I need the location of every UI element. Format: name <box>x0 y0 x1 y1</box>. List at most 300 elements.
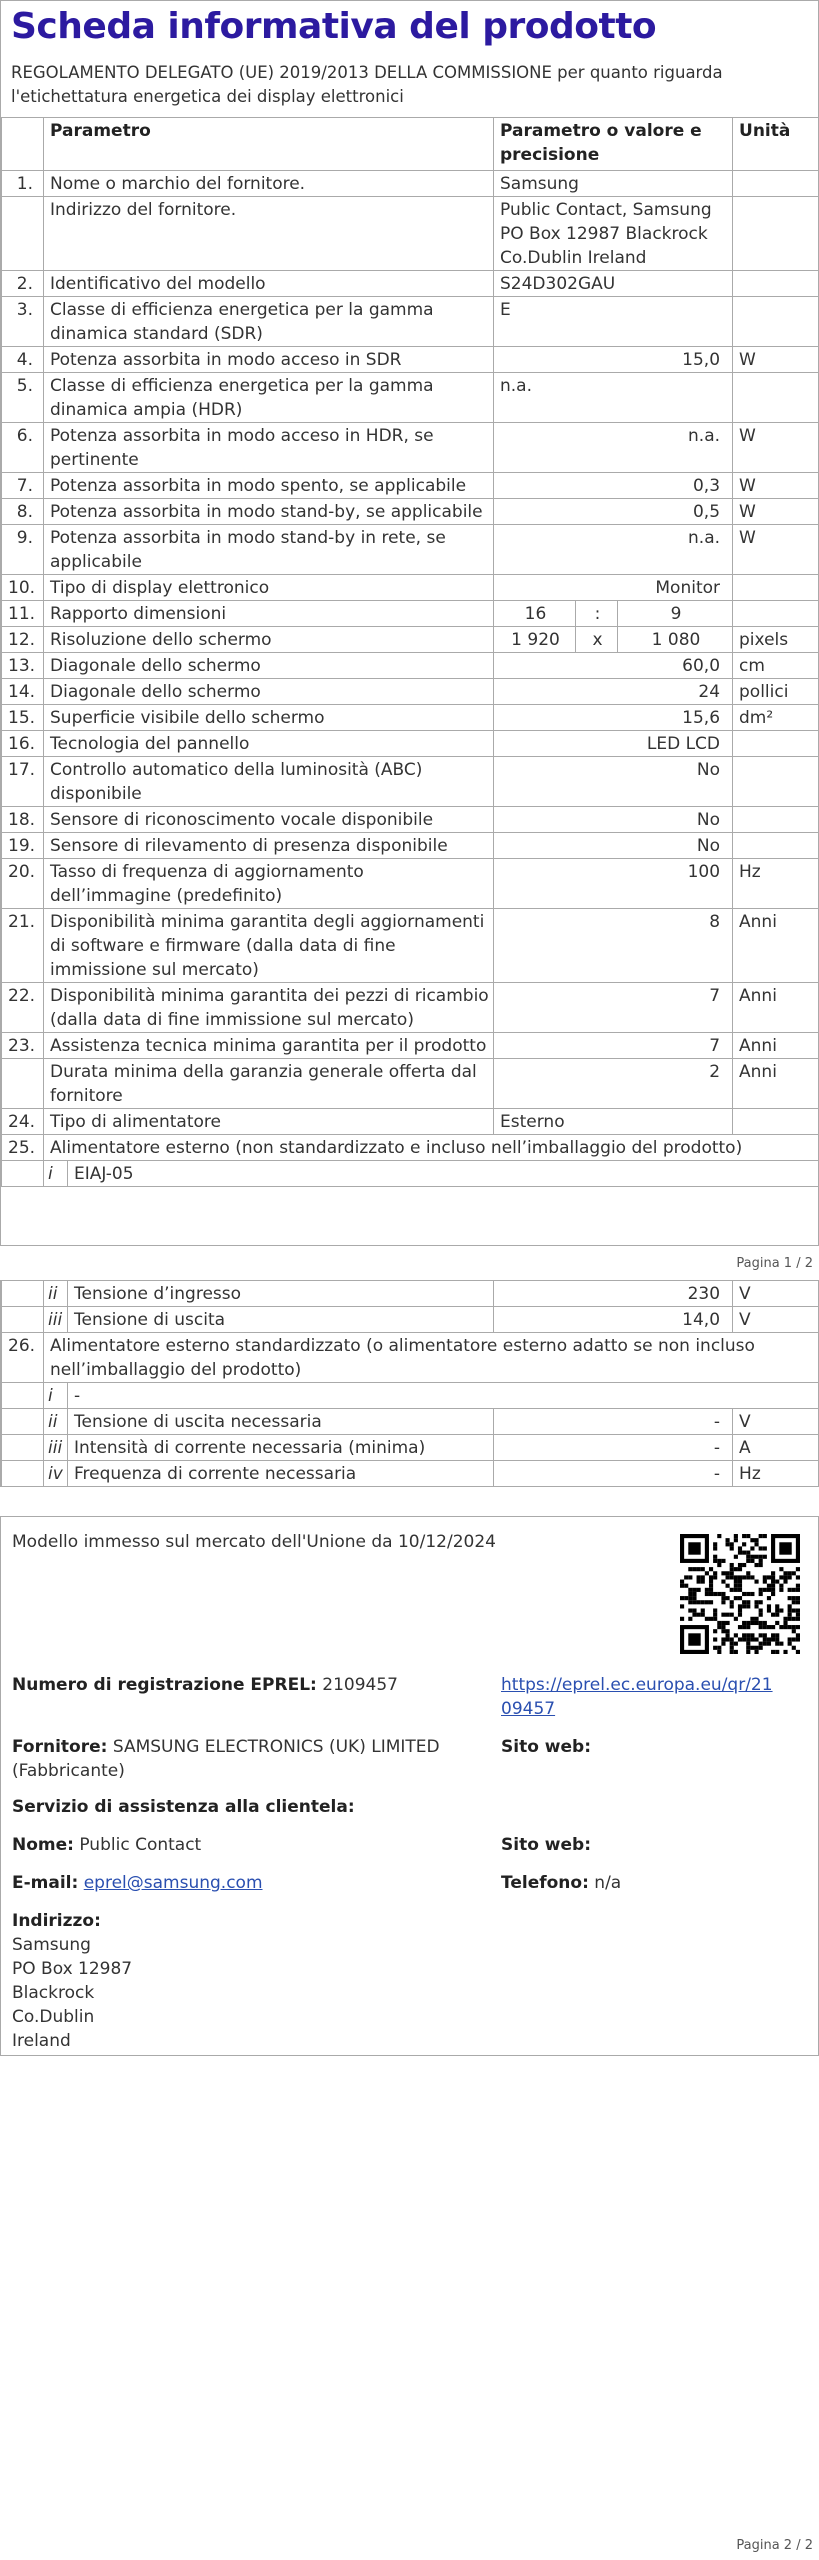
qr-module <box>771 1592 775 1596</box>
qr-module <box>759 1600 763 1604</box>
qr-module <box>788 1604 792 1608</box>
qr-module <box>767 1625 771 1629</box>
qr-module <box>746 1633 750 1637</box>
qr-module <box>730 1546 734 1550</box>
qr-module <box>750 1592 754 1596</box>
qr-module <box>775 1650 779 1654</box>
qr-module <box>730 1646 734 1650</box>
row-unit: Anni <box>733 1058 819 1108</box>
address-line: Co.Dublin <box>12 2007 95 2027</box>
table-row <box>2 1307 819 1333</box>
qr-module <box>754 1542 758 1546</box>
table-row <box>2 574 819 600</box>
qr-module <box>680 1584 684 1588</box>
qr-module <box>754 1637 758 1641</box>
qr-module <box>767 1642 771 1646</box>
sub-index: ii <box>44 1409 68 1434</box>
table-row <box>2 1160 819 1186</box>
table-row <box>2 730 819 756</box>
qr-module <box>746 1646 750 1650</box>
qr-module <box>742 1637 746 1641</box>
qr-module <box>697 1600 701 1604</box>
header-number <box>2 118 44 170</box>
qr-module <box>767 1575 771 1579</box>
row-unit <box>733 170 819 196</box>
eprel-value: 2109457 <box>322 1675 398 1695</box>
qr-module <box>796 1625 800 1629</box>
sub-row <box>44 1307 493 1332</box>
table-row <box>2 678 819 704</box>
row-value-part: 1 920 <box>494 626 576 652</box>
page-subtitle: REGOLAMENTO DELEGATO (UE) 2019/2013 DELLA COMMISSIONE per quanto riguarda l'etichettatura energetica dei display elettronici <box>11 63 723 106</box>
qr-module <box>750 1559 754 1563</box>
table-row <box>2 652 819 678</box>
qr-module <box>697 1613 701 1617</box>
qr-module <box>754 1604 758 1608</box>
page-title: Scheda informativa del prodotto <box>11 6 657 47</box>
row-value: 15,0 <box>494 346 733 372</box>
market-date-text: Modello immesso sul mercato dell'Unione da 10/12/2024 <box>12 1532 496 1552</box>
qr-module <box>688 1575 692 1579</box>
row-value: - <box>494 1435 733 1461</box>
qr-module <box>713 1546 717 1550</box>
table-row <box>2 1108 819 1134</box>
qr-module <box>709 1592 713 1596</box>
qr-module <box>688 1567 692 1571</box>
qr-module <box>759 1646 763 1650</box>
row-unit <box>733 574 819 600</box>
supplier-label: Fornitore: <box>12 1737 108 1757</box>
row-number: 8. <box>2 498 44 524</box>
qr-module <box>734 1588 738 1592</box>
qr-module <box>763 1575 767 1579</box>
row-number: 2. <box>2 270 44 296</box>
row-label: Intensità di corrente necessaria (minima) <box>74 1438 426 1458</box>
row-unit: Hz <box>733 1461 819 1487</box>
row-value: LED LCD <box>494 730 733 756</box>
row-value: 100 <box>494 858 733 908</box>
qr-module <box>721 1625 725 1629</box>
qr-module <box>779 1642 783 1646</box>
qr-module <box>767 1588 771 1592</box>
row-unit: Hz <box>733 858 819 908</box>
table-row <box>2 1383 819 1409</box>
row-label: Potenza assorbita in modo stand-by, se applicabile <box>44 498 494 524</box>
row-label: Tensione di uscita necessaria <box>74 1412 322 1432</box>
phone-value: n/a <box>594 1873 622 1893</box>
qr-module <box>738 1613 742 1617</box>
table-row <box>2 982 819 1032</box>
row-value-separator: : <box>576 600 618 626</box>
row-value: 24 <box>494 678 733 704</box>
row-number <box>2 1160 44 1186</box>
row-value: S24D302GAU <box>494 270 733 296</box>
qr-module <box>713 1542 717 1546</box>
qr-module <box>767 1637 771 1641</box>
row-unit <box>733 806 819 832</box>
row-number: 6. <box>2 422 44 472</box>
product-table <box>1 118 819 1187</box>
address-label: Indirizzo: <box>12 1911 101 1931</box>
row-number: 12. <box>2 626 44 652</box>
qr-module <box>701 1600 705 1604</box>
row-label: Diagonale dello schermo <box>44 678 494 704</box>
qr-module <box>705 1600 709 1604</box>
qr-module <box>742 1633 746 1637</box>
qr-module <box>721 1580 725 1584</box>
qr-module <box>688 1617 692 1621</box>
row-label-cell <box>44 1281 494 1307</box>
supplier-line <box>12 1735 492 1783</box>
website2-label: Sito web: <box>501 1835 591 1855</box>
row-number: 9. <box>2 524 44 574</box>
qr-module <box>742 1600 746 1604</box>
qr-module <box>746 1592 750 1596</box>
name-label: Nome: <box>12 1835 74 1855</box>
qr-module <box>692 1600 696 1604</box>
qr-module <box>771 1650 775 1654</box>
table-row <box>2 908 819 982</box>
table-row <box>2 296 819 346</box>
row-number: 1. <box>2 170 44 196</box>
row-unit: W <box>733 524 819 574</box>
qr-module <box>754 1538 758 1542</box>
row-unit <box>733 196 819 270</box>
qr-module <box>734 1575 738 1579</box>
qr-module <box>783 1650 787 1654</box>
row-label: Classe di efficienza energetica per la gamma dinamica standard (SDR) <box>44 296 494 346</box>
qr-module <box>746 1551 750 1555</box>
row-label: Nome o marchio del fornitore. <box>44 170 494 196</box>
qr-module <box>746 1625 750 1629</box>
qr-module <box>796 1617 800 1621</box>
qr-module <box>746 1650 750 1654</box>
table-row <box>2 270 819 296</box>
qr-module <box>771 1571 775 1575</box>
qr-module <box>746 1571 750 1575</box>
row-label: Controllo automatico della luminosità (ABC) disponibile <box>44 756 494 806</box>
qr-module <box>746 1575 750 1579</box>
qr-module <box>688 1542 700 1554</box>
qr-module <box>692 1592 696 1596</box>
qr-module <box>771 1588 775 1592</box>
qr-module <box>771 1575 775 1579</box>
qr-module <box>721 1621 725 1625</box>
qr-module <box>713 1571 717 1575</box>
qr-module <box>713 1637 717 1641</box>
qr-module <box>738 1567 742 1571</box>
row-unit: W <box>733 472 819 498</box>
table-row <box>2 472 819 498</box>
continuation-table-wrap <box>0 1280 819 1487</box>
qr-module <box>688 1633 700 1645</box>
qr-module <box>759 1608 763 1612</box>
qr-module <box>796 1650 800 1654</box>
qr-module <box>726 1542 730 1546</box>
qr-module <box>734 1538 738 1542</box>
qr-module <box>775 1642 779 1646</box>
qr-module <box>713 1629 717 1633</box>
row-number: 5. <box>2 372 44 422</box>
row-unit <box>733 1108 819 1134</box>
qr-module <box>684 1575 688 1579</box>
row-number: 3. <box>2 296 44 346</box>
table-row <box>2 756 819 806</box>
table-row <box>2 1333 819 1383</box>
row-value: - <box>494 1409 733 1435</box>
row-label: Alimentatore esterno (non standardizzato e incluso nell’imballaggio del prodotto) <box>44 1134 819 1160</box>
qr-module <box>746 1559 750 1563</box>
row-label: EIAJ-05 <box>74 1163 134 1184</box>
qr-module <box>738 1580 742 1584</box>
header-unit: Unità <box>733 118 819 170</box>
qr-module <box>759 1588 763 1592</box>
row-label: Durata minima della garanzia generale offerta dal fornitore <box>44 1058 494 1108</box>
qr-module <box>692 1596 696 1600</box>
row-unit: cm <box>733 652 819 678</box>
qr-module <box>738 1608 742 1612</box>
qr-module <box>759 1642 763 1646</box>
row-value: n.a. <box>494 372 733 422</box>
qr-module <box>750 1646 754 1650</box>
row-value: - <box>494 1461 733 1487</box>
page-number-1: Pagina 1 / 2 <box>736 1256 813 1271</box>
qr-module <box>738 1584 742 1588</box>
sub-index: i <box>44 1383 68 1408</box>
qr-module <box>754 1600 758 1604</box>
row-value: Esterno <box>494 1108 733 1134</box>
eprel-link[interactable]: https://eprel.ec.europa.eu/qr/2109457 <box>501 1675 773 1719</box>
table-row <box>2 832 819 858</box>
qr-module <box>721 1571 725 1575</box>
qr-module <box>734 1650 738 1654</box>
contact-name-line <box>12 1833 201 1857</box>
row-number: 21. <box>2 908 44 982</box>
row-number <box>2 1409 44 1435</box>
qr-module <box>713 1555 717 1559</box>
qr-module <box>783 1617 787 1621</box>
qr-module <box>779 1542 791 1554</box>
row-value: 0,3 <box>494 472 733 498</box>
qr-module <box>705 1592 709 1596</box>
row-value: Public Contact, Samsung PO Box 12987 Blackrock Co.Dublin Ireland <box>494 196 733 270</box>
qr-module <box>738 1596 742 1600</box>
email-link[interactable]: eprel@samsung.com <box>83 1873 263 1893</box>
qr-module <box>759 1625 763 1629</box>
qr-module <box>792 1617 796 1621</box>
qr-module <box>688 1592 692 1596</box>
qr-module <box>750 1637 754 1641</box>
row-number: 24. <box>2 1108 44 1134</box>
qr-module <box>779 1608 783 1612</box>
qr-module <box>692 1613 696 1617</box>
qr-module <box>750 1538 754 1542</box>
table-row <box>2 1461 819 1487</box>
qr-module <box>726 1633 730 1637</box>
qr-module <box>721 1613 725 1617</box>
row-label: Tipo di alimentatore <box>44 1108 494 1134</box>
address-line: PO Box 12987 <box>12 1959 133 1979</box>
qr-module <box>783 1625 787 1629</box>
qr-module <box>717 1592 721 1596</box>
qr-module <box>713 1575 717 1579</box>
qr-module <box>713 1617 717 1621</box>
qr-module <box>705 1571 709 1575</box>
qr-module <box>775 1604 779 1608</box>
row-number: 11. <box>2 600 44 626</box>
qr-module <box>779 1625 783 1629</box>
qr-module <box>759 1555 763 1559</box>
qr-module <box>750 1633 754 1637</box>
row-value-part: 1 080 <box>618 626 733 652</box>
row-value: 8 <box>494 908 733 982</box>
table-row <box>2 858 819 908</box>
row-label: Tecnologia del pannello <box>44 730 494 756</box>
qr-module <box>717 1650 721 1654</box>
qr-module <box>721 1596 725 1600</box>
qr-module <box>730 1642 734 1646</box>
row-value: E <box>494 296 733 346</box>
qr-module <box>726 1575 730 1579</box>
qr-module <box>709 1600 713 1604</box>
qr-module <box>726 1621 730 1625</box>
qr-module <box>759 1592 763 1596</box>
row-label: Superficie visibile dello schermo <box>44 704 494 730</box>
row-unit <box>733 756 819 806</box>
row-unit: V <box>733 1281 819 1307</box>
qr-module <box>754 1555 758 1559</box>
row-value: Monitor <box>494 574 733 600</box>
row-number: 16. <box>2 730 44 756</box>
title-box <box>1 1 818 118</box>
website-label: Sito web: <box>501 1737 591 1757</box>
row-unit: dm² <box>733 704 819 730</box>
row-number: 19. <box>2 832 44 858</box>
qr-module <box>792 1600 796 1604</box>
qr-module <box>680 1596 684 1600</box>
sub-row <box>44 1383 818 1408</box>
qr-module <box>709 1588 713 1592</box>
qr-module <box>738 1588 742 1592</box>
sub-row <box>44 1461 493 1486</box>
qr-module <box>763 1555 767 1559</box>
sub-index: iii <box>44 1307 68 1332</box>
row-number: 14. <box>2 678 44 704</box>
supplier-value: SAMSUNG ELECTRONICS (UK) LIMITED (Fabbricante) <box>12 1737 440 1781</box>
qr-module <box>692 1567 696 1571</box>
qr-module <box>775 1613 779 1617</box>
qr-module <box>726 1637 730 1641</box>
qr-module <box>771 1637 775 1641</box>
table-row <box>2 1281 819 1307</box>
qr-module <box>717 1625 721 1629</box>
qr-module <box>763 1621 767 1625</box>
row-value-part: 16 <box>494 600 576 626</box>
row-unit: W <box>733 422 819 472</box>
row-value-separator: x <box>576 626 618 652</box>
qr-module <box>759 1633 763 1637</box>
row-unit: pixels <box>733 626 819 652</box>
qr-module <box>750 1575 754 1579</box>
qr-module <box>680 1617 684 1621</box>
qr-module <box>701 1575 705 1579</box>
qr-module <box>754 1646 758 1650</box>
qr-module <box>721 1637 725 1641</box>
qr-module <box>692 1588 696 1592</box>
qr-module <box>775 1637 779 1641</box>
table-row <box>2 196 819 270</box>
qr-module <box>767 1596 771 1600</box>
qr-module <box>746 1604 750 1608</box>
row-value: 7 <box>494 982 733 1032</box>
qr-module <box>713 1608 717 1612</box>
row-label: Potenza assorbita in modo acceso in HDR, se pertinente <box>44 422 494 472</box>
row-unit: Anni <box>733 982 819 1032</box>
row-label: Rapporto dimensioni <box>44 600 494 626</box>
row-number: 10. <box>2 574 44 600</box>
row-label: Disponibilità minima garantita dei pezzi di ricambio (dalla data di fine immissione sul mercato) <box>44 982 494 1032</box>
qr-module <box>709 1580 713 1584</box>
address-block <box>12 1909 132 2053</box>
qr-module <box>792 1625 796 1629</box>
qr-module <box>734 1567 738 1571</box>
qr-module <box>779 1588 783 1592</box>
qr-module <box>750 1617 754 1621</box>
row-label: Risoluzione dello schermo <box>44 626 494 652</box>
qr-code-icon[interactable] <box>680 1534 800 1654</box>
row-unit: Anni <box>733 1032 819 1058</box>
qr-module <box>742 1563 746 1567</box>
row-label: Potenza assorbita in modo stand-by in rete, se applicabile <box>44 524 494 574</box>
qr-module <box>726 1629 730 1633</box>
qr-module <box>775 1633 779 1637</box>
qr-module <box>721 1592 725 1596</box>
row-unit <box>733 832 819 858</box>
qr-module <box>721 1642 725 1646</box>
row-value: n.a. <box>494 524 733 574</box>
qr-module <box>796 1608 800 1612</box>
row-number <box>2 1281 44 1307</box>
row-number <box>2 1307 44 1333</box>
qr-module <box>734 1534 738 1538</box>
row-label: Potenza assorbita in modo spento, se applicabile <box>44 472 494 498</box>
qr-module <box>746 1642 750 1646</box>
sub-row <box>44 1281 493 1306</box>
qr-module <box>713 1646 717 1650</box>
qr-module <box>792 1571 796 1575</box>
row-number: 23. <box>2 1032 44 1058</box>
qr-module <box>726 1596 730 1600</box>
qr-module <box>730 1563 734 1567</box>
row-value: Samsung <box>494 170 733 196</box>
qr-module <box>792 1637 796 1641</box>
row-unit: V <box>733 1409 819 1435</box>
qr-module <box>726 1584 730 1588</box>
qr-module <box>742 1551 746 1555</box>
row-value: 2 <box>494 1058 733 1108</box>
row-number: 25. <box>2 1134 44 1160</box>
table-row <box>2 524 819 574</box>
qr-module <box>767 1608 771 1612</box>
qr-module <box>796 1600 800 1604</box>
row-label-cell <box>44 1461 494 1487</box>
qr-module <box>796 1633 800 1637</box>
qr-module <box>692 1608 696 1612</box>
row-unit <box>733 296 819 346</box>
qr-module <box>738 1546 742 1550</box>
qr-module <box>783 1571 787 1575</box>
qr-module <box>754 1617 758 1621</box>
